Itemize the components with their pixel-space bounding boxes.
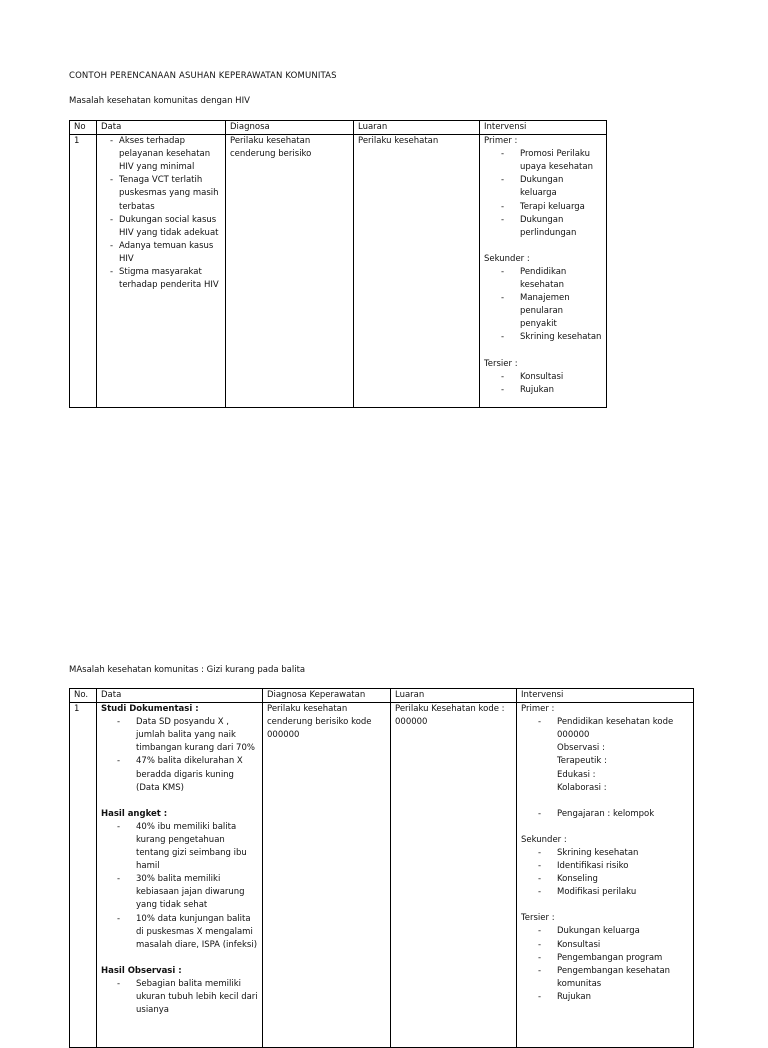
header-intervensi: Intervensi xyxy=(480,121,607,135)
observasi-list xyxy=(101,978,258,1017)
sekunder-label: Sekunder : xyxy=(484,253,530,264)
list-item: - Pengembangan program xyxy=(521,952,689,965)
list-item: - Dukungan keluarga xyxy=(521,925,689,938)
data-cell xyxy=(97,703,263,1048)
list-item: - Dukungan keluarga xyxy=(484,174,602,200)
primer-subitem: Edukasi : xyxy=(557,769,596,780)
sekunder-label: Sekunder : xyxy=(521,834,567,845)
list-item: - Pendidikan kesehatan kode 000000 xyxy=(521,716,689,742)
hiv-care-plan-table xyxy=(69,120,607,408)
diagnosa-cell: Perilaku kesehatan cenderung berisiko xyxy=(226,135,354,408)
intervensi-cell xyxy=(517,703,694,1048)
data-list xyxy=(101,135,221,292)
primer-list-extra xyxy=(521,808,689,821)
list-item: - Dukungan social kasus HIV yang tidak adekuat xyxy=(101,214,221,240)
table-header-row xyxy=(70,689,694,703)
data-cell xyxy=(97,135,226,408)
list-item: - Promosi Perilaku upaya kesehatan xyxy=(484,148,602,174)
list-item: - Sebagian balita memiliki ukuran tubuh lebih kecil dari usianya xyxy=(101,978,258,1017)
list-item: - Manajemen penularan penyakit xyxy=(484,292,602,331)
primer-list xyxy=(521,716,689,742)
row-number: 1 xyxy=(70,135,97,408)
list-item: - Terapi keluarga xyxy=(484,201,602,214)
primer-subitem: Terapeutik : xyxy=(557,756,607,767)
sekunder-list xyxy=(484,266,602,345)
list-item: - Identifikasi risiko xyxy=(521,860,689,873)
list-item: - Konsultasi xyxy=(521,939,689,952)
table-row xyxy=(70,703,694,1048)
header-no: No. xyxy=(70,689,97,703)
tersier-label: Tersier : xyxy=(484,358,518,369)
list-item: - Dukungan perlindungan xyxy=(484,214,602,240)
luaran-cell: Perilaku Kesehatan kode : 000000 xyxy=(391,703,517,1048)
studi-list xyxy=(101,716,258,795)
header-luaran: Luaran xyxy=(391,689,517,703)
diagnosa-cell: Perilaku kesehatan cenderung berisiko kode 000000 xyxy=(263,703,391,1048)
table1-caption: Masalah kesehatan komunitas dengan HIV xyxy=(69,96,250,106)
row-number: 1 xyxy=(70,703,97,1048)
list-item: - Pendidikan kesehatan xyxy=(484,266,602,292)
hasil-observasi-label: Hasil Observasi : xyxy=(101,965,182,976)
list-item: - Stigma masyarakat terhadap penderita HIV xyxy=(101,266,221,292)
list-item: - Tenaga VCT terlatih puskesmas yang masih terbatas xyxy=(101,174,221,213)
table-header-row xyxy=(70,121,607,135)
list-item: - Konseling xyxy=(521,873,689,886)
list-item: - 30% balita memiliki kebiasaan jajan diwarung yang tidak sehat xyxy=(101,873,258,912)
tersier-label: Tersier : xyxy=(521,913,555,924)
primer-subitem: Kolaborasi : xyxy=(557,782,607,793)
header-data: Data xyxy=(97,121,226,135)
primer-subitem: Observasi : xyxy=(557,743,605,754)
intervensi-cell xyxy=(480,135,607,408)
list-item: - Skrining kesehatan xyxy=(521,847,689,860)
primer-label: Primer : xyxy=(521,704,555,715)
tersier-list xyxy=(484,371,602,397)
hasil-angket-label: Hasil angket : xyxy=(101,808,168,819)
list-item: - Modifikasi perilaku xyxy=(521,886,689,899)
list-item: - 10% data kunjungan balita di puskesmas X mengalami masalah diare, ISPA (infeksi) xyxy=(101,913,258,952)
document-title: CONTOH PERENCANAAN ASUHAN KEPERAWATAN KOMUNITAS xyxy=(69,71,337,81)
header-no: No xyxy=(70,121,97,135)
luaran-cell: Perilaku kesehatan xyxy=(354,135,480,408)
list-item: - Akses terhadap pelayanan kesehatan HIV yang minimal xyxy=(101,135,221,174)
list-item: - Skrining kesehatan xyxy=(484,331,602,344)
header-diagnosa: Diagnosa Keperawatan xyxy=(263,689,391,703)
angket-list xyxy=(101,821,258,952)
sekunder-list xyxy=(521,847,689,899)
list-item: - Rujukan xyxy=(484,384,602,397)
list-item: - 47% balita dikelurahan X beradda digaris kuning (Data KMS) xyxy=(101,755,258,794)
header-intervensi: Intervensi xyxy=(517,689,694,703)
header-luaran: Luaran xyxy=(354,121,480,135)
list-item: - Pengembangan kesehatan komunitas xyxy=(521,965,689,991)
list-item: - Pengajaran : kelompok xyxy=(521,808,689,821)
studi-dokumentasi-label: Studi Dokumentasi : xyxy=(101,704,199,715)
header-diagnosa: Diagnosa xyxy=(226,121,354,135)
primer-label: Primer : xyxy=(484,136,518,147)
table-row xyxy=(70,135,607,408)
table2-caption: MAsalah kesehatan komunitas : Gizi kurang pada balita xyxy=(69,665,306,675)
nutrition-care-plan-table xyxy=(69,688,694,1048)
list-item: - Adanya temuan kasus HIV xyxy=(101,240,221,266)
list-item: - Konsultasi xyxy=(484,371,602,384)
list-item: - Data SD posyandu X , jumlah balita yang naik timbangan kurang dari 70% xyxy=(101,716,258,755)
header-data: Data xyxy=(97,689,263,703)
tersier-list xyxy=(521,925,689,1004)
list-item: - Rujukan xyxy=(521,991,689,1004)
primer-list xyxy=(484,148,602,240)
list-item: - 40% ibu memiliki balita kurang pengetahuan tentang gizi seimbang ibu hamil xyxy=(101,821,258,873)
